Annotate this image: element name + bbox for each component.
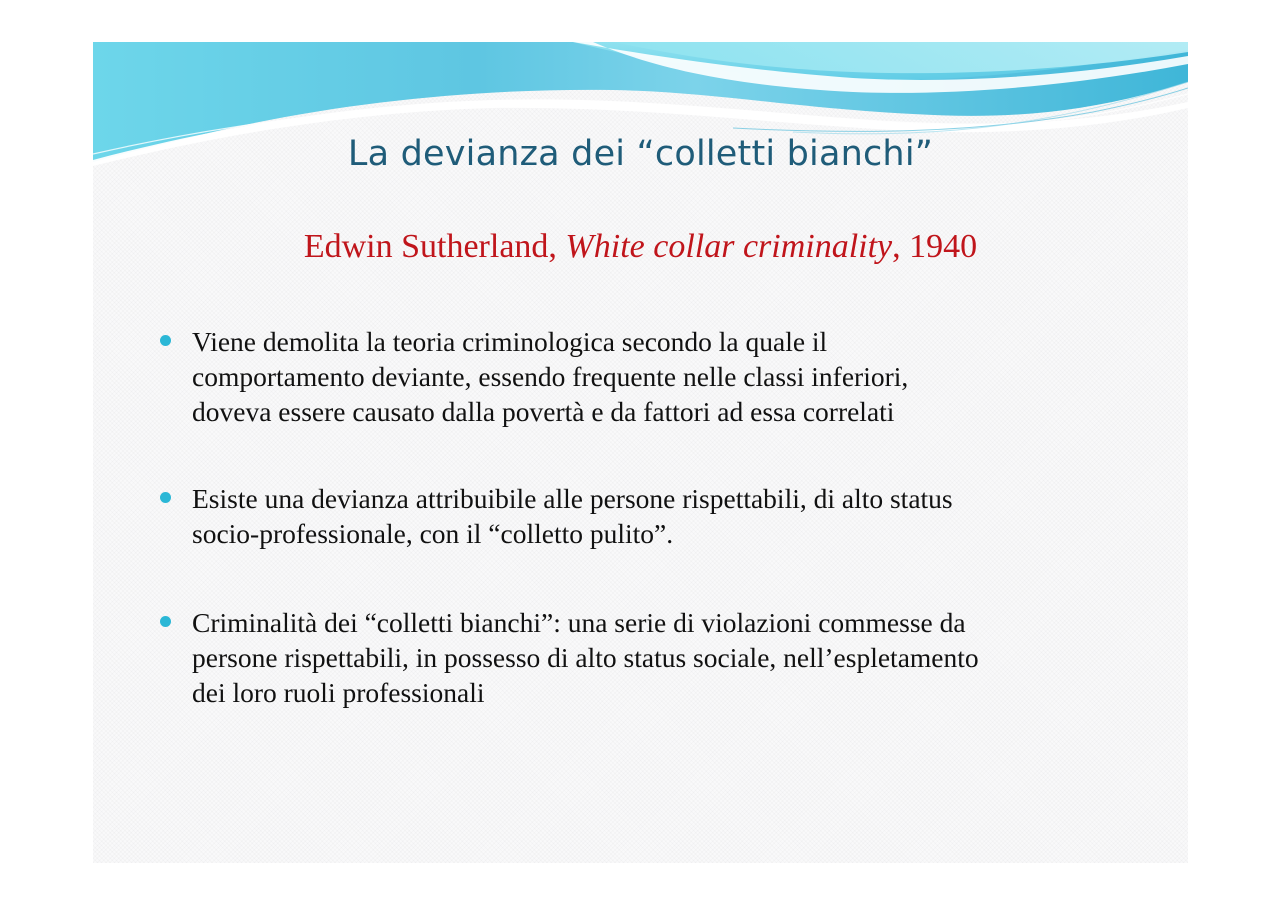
bullet-line: persone rispettabili, in possesso di alto status sociale, nell’espletamento [192, 642, 979, 673]
bullet-item [160, 481, 1140, 551]
bullet-item [160, 605, 1140, 710]
subtitle-work-title: White collar criminality [565, 228, 893, 265]
subtitle-year: , 1940 [892, 228, 978, 265]
bullet-dot-icon [160, 492, 171, 503]
bullet-item [160, 324, 1140, 429]
subtitle-author: Edwin Sutherland, [303, 228, 566, 265]
slide [93, 42, 1188, 863]
bullet-line: Esiste una devianza attribuibile alle persone rispettabili, di alto status [192, 483, 953, 514]
bullet-line: dei loro ruoli professionali [192, 677, 485, 708]
slide-subtitle [93, 228, 1188, 266]
bullet-dot-icon [160, 335, 171, 346]
bullet-line: socio-professionale, con il “colletto pulito”. [192, 518, 674, 549]
bullet-line: doveva essere causato dalla povertà e da fattori ad essa correlati [192, 396, 895, 427]
bullet-list [160, 324, 1140, 710]
bullet-line: comportamento deviante, essendo frequente nelle classi inferiori, [192, 361, 909, 392]
bullet-line: Criminalità dei “colletti bianchi”: una serie di violazioni commesse da [192, 607, 966, 638]
bullet-line: Viene demolita la teoria criminologica secondo la quale il [192, 326, 828, 357]
bullet-dot-icon [160, 616, 171, 627]
slide-title: La devianza dei “colletti bianchi” [347, 134, 934, 174]
